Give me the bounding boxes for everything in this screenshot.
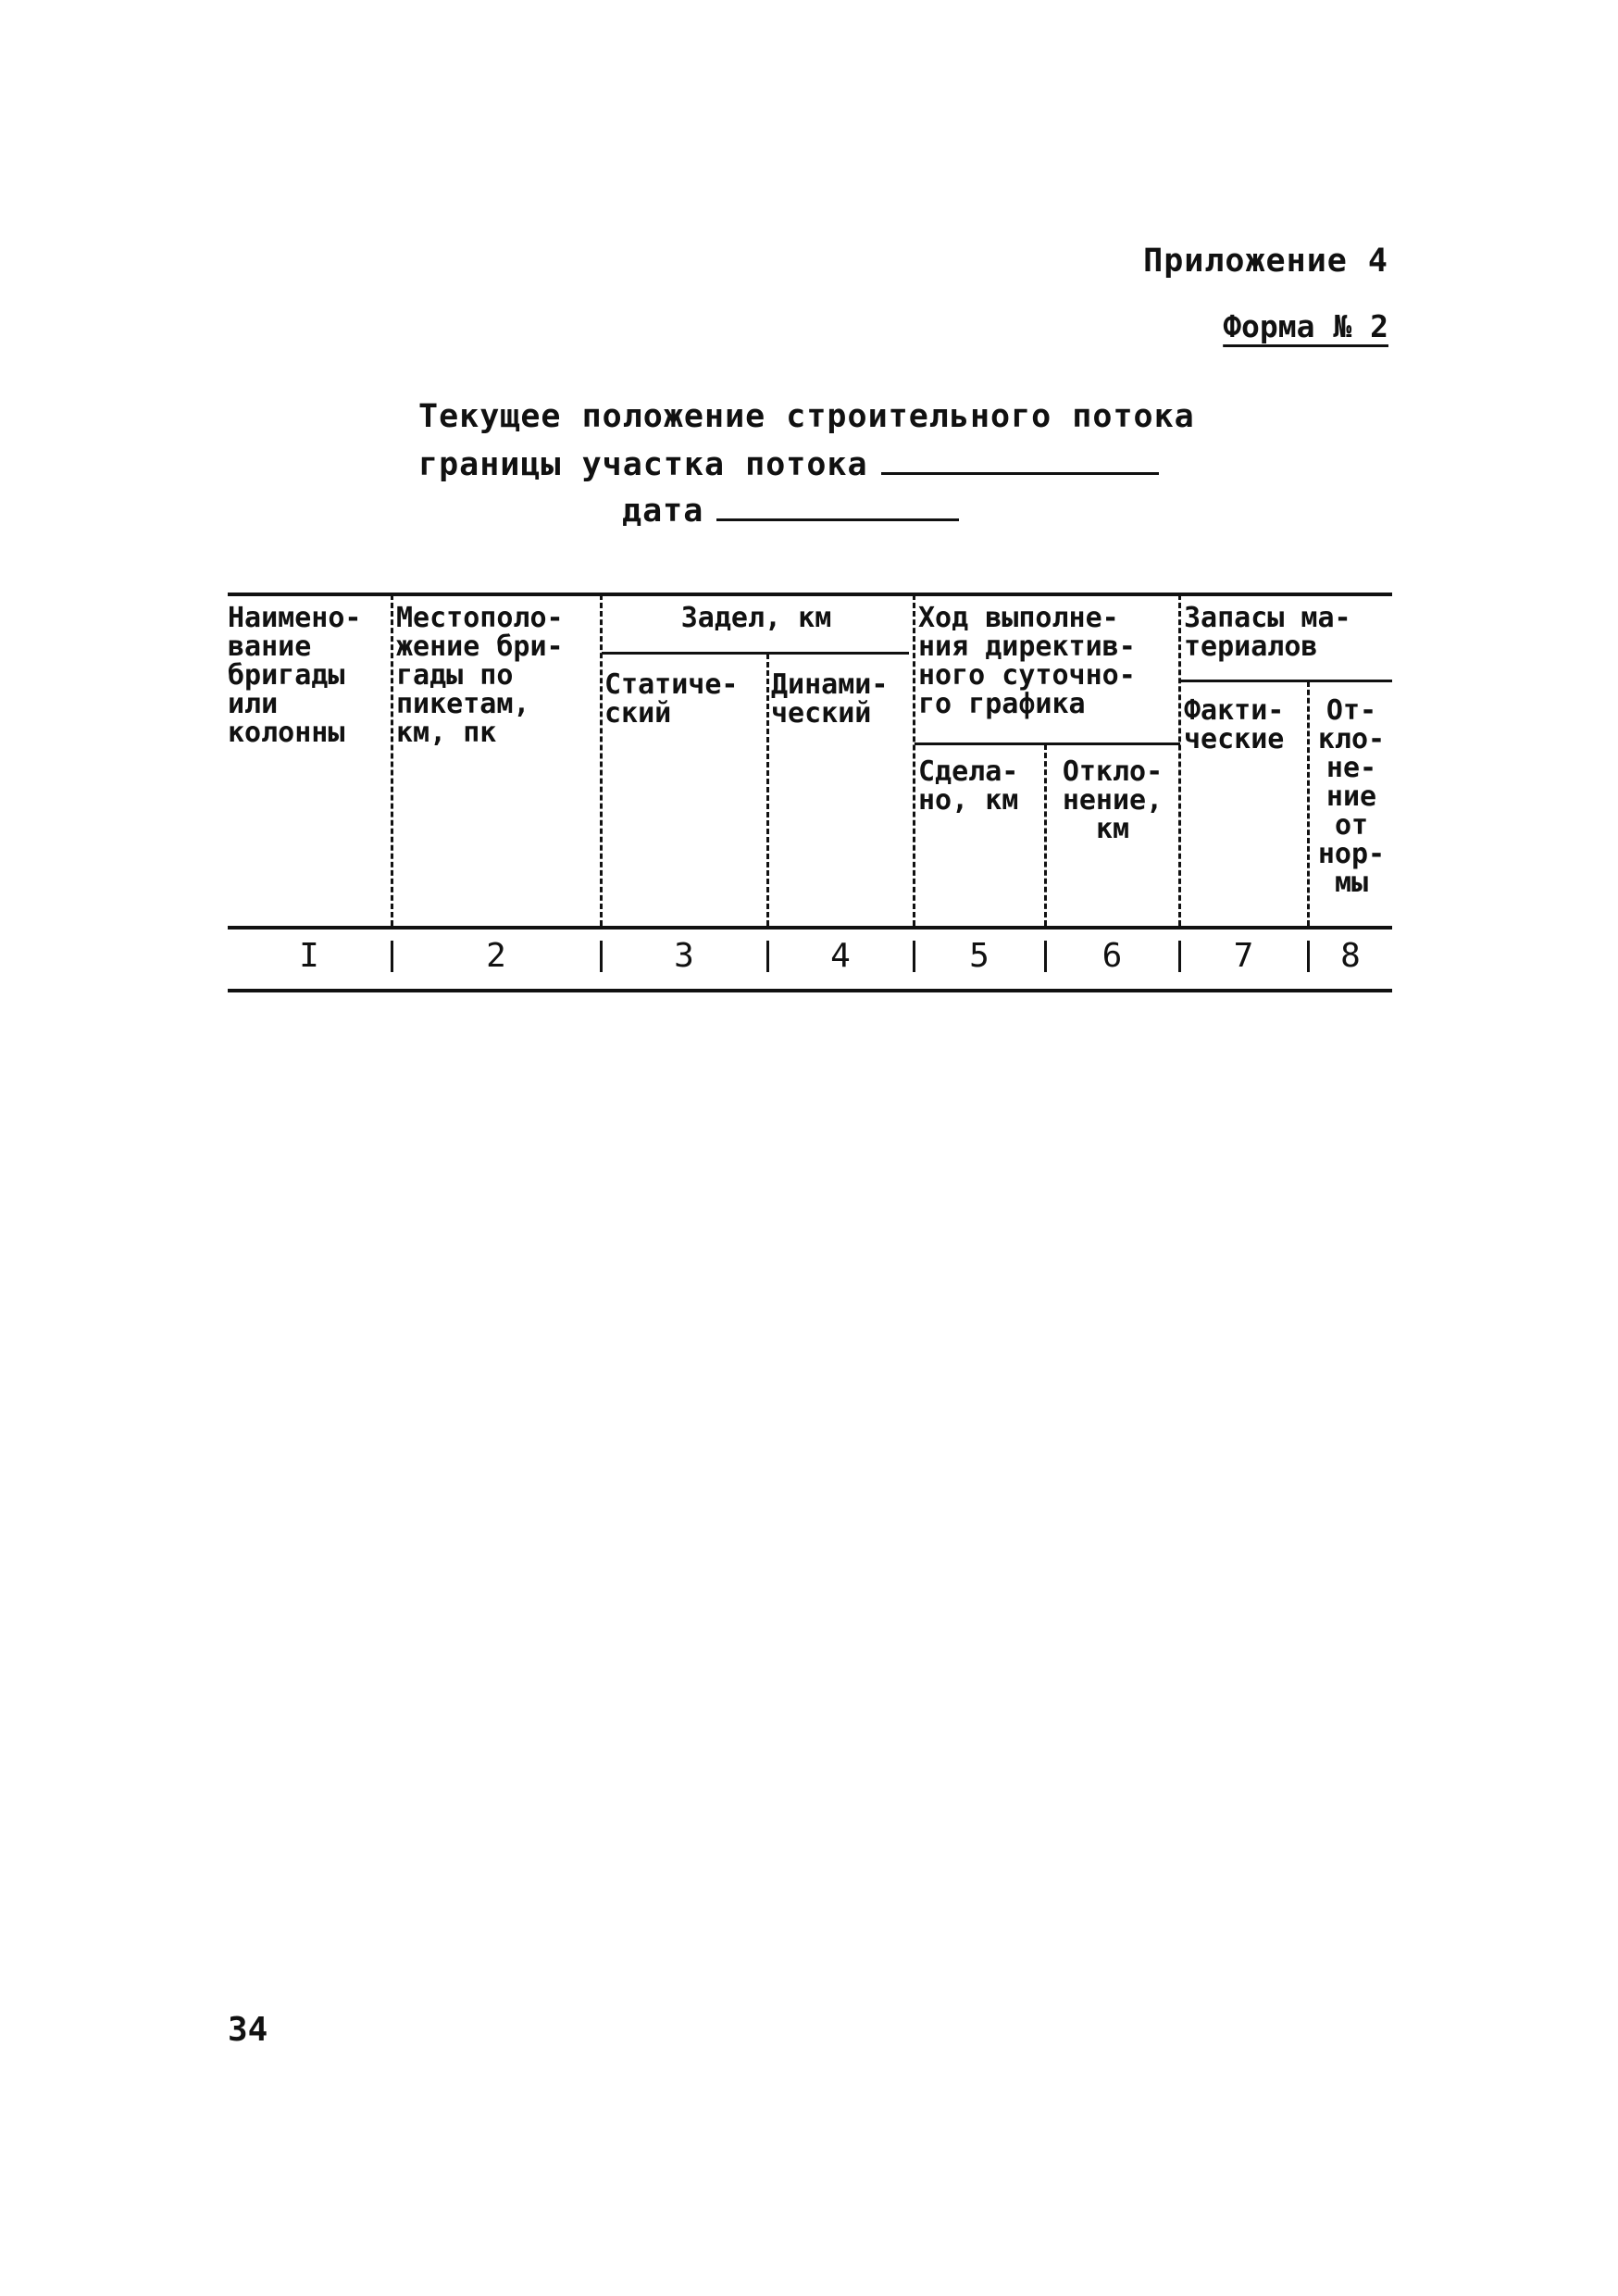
header-stock-group: Запасы ма- териалов (1184, 602, 1351, 663)
page-number: 34 (228, 2011, 268, 2049)
zadel-sub-rule (602, 652, 909, 655)
header-progress-done: Сдела- но, км (918, 755, 1019, 817)
num-sep-5 (1044, 941, 1047, 972)
num-sep-1 (391, 941, 393, 972)
section-bounds-line (418, 446, 1159, 483)
header-location: Местополо- жение бри- гады по пикетам, км, пк (396, 602, 564, 749)
num-sep-3 (766, 941, 769, 972)
num-sep-7 (1307, 941, 1310, 972)
section-bounds-label: границы участка потока (418, 446, 868, 483)
header-stock-deviation: От- кло- не- ние от нор- мы (1317, 694, 1386, 899)
num-sep-4 (913, 941, 915, 972)
num-sep-6 (1178, 941, 1181, 972)
form-title: Текущее положение строительного потока (418, 398, 1195, 435)
col-sep-5 (1044, 744, 1047, 926)
date-label: дата (622, 493, 704, 530)
header-progress-deviation: Откло- нение, км (1062, 755, 1164, 845)
col-number-7: 7 (1233, 937, 1254, 975)
section-bounds-blank (881, 472, 1159, 475)
form-number: Форма № 2 (1223, 308, 1388, 344)
header-brigade: Наимено- вание бригады или колонны (228, 602, 362, 749)
header-bottom-rule (228, 926, 1392, 930)
appendix-label: Приложение 4 (1143, 243, 1388, 280)
header-zadel-group: Задел, км (680, 602, 832, 634)
col-number-4: 4 (830, 937, 851, 975)
col-sep-2 (600, 594, 603, 926)
col-sep-4 (913, 594, 915, 926)
col-number-5: 5 (969, 937, 989, 975)
header-stock-actual: Факти- ческие (1184, 694, 1285, 755)
date-blank (716, 518, 959, 521)
col-sep-3 (766, 654, 769, 926)
col-number-3: 3 (674, 937, 694, 975)
col-sep-7 (1307, 681, 1310, 926)
col-sep-1 (391, 594, 393, 926)
num-sep-2 (600, 941, 603, 972)
header-progress-group: Ход выполне- ния директив- ного суточно- го графика (918, 602, 1136, 720)
progress-sub-rule (915, 742, 1180, 745)
header-zadel-static: Статиче- ский (604, 668, 739, 730)
col-number-6: 6 (1101, 937, 1123, 975)
col-number-8: 8 (1340, 937, 1361, 975)
date-line (622, 493, 959, 530)
col-sep-6 (1178, 594, 1181, 926)
header-zadel-dynamic: Динами- ческий (771, 668, 889, 730)
col-number-1: I (299, 937, 319, 975)
stock-sub-rule (1180, 680, 1392, 682)
table-top-rule (228, 593, 1392, 596)
table-bottom-rule (228, 989, 1392, 992)
col-number-2: 2 (486, 937, 506, 975)
